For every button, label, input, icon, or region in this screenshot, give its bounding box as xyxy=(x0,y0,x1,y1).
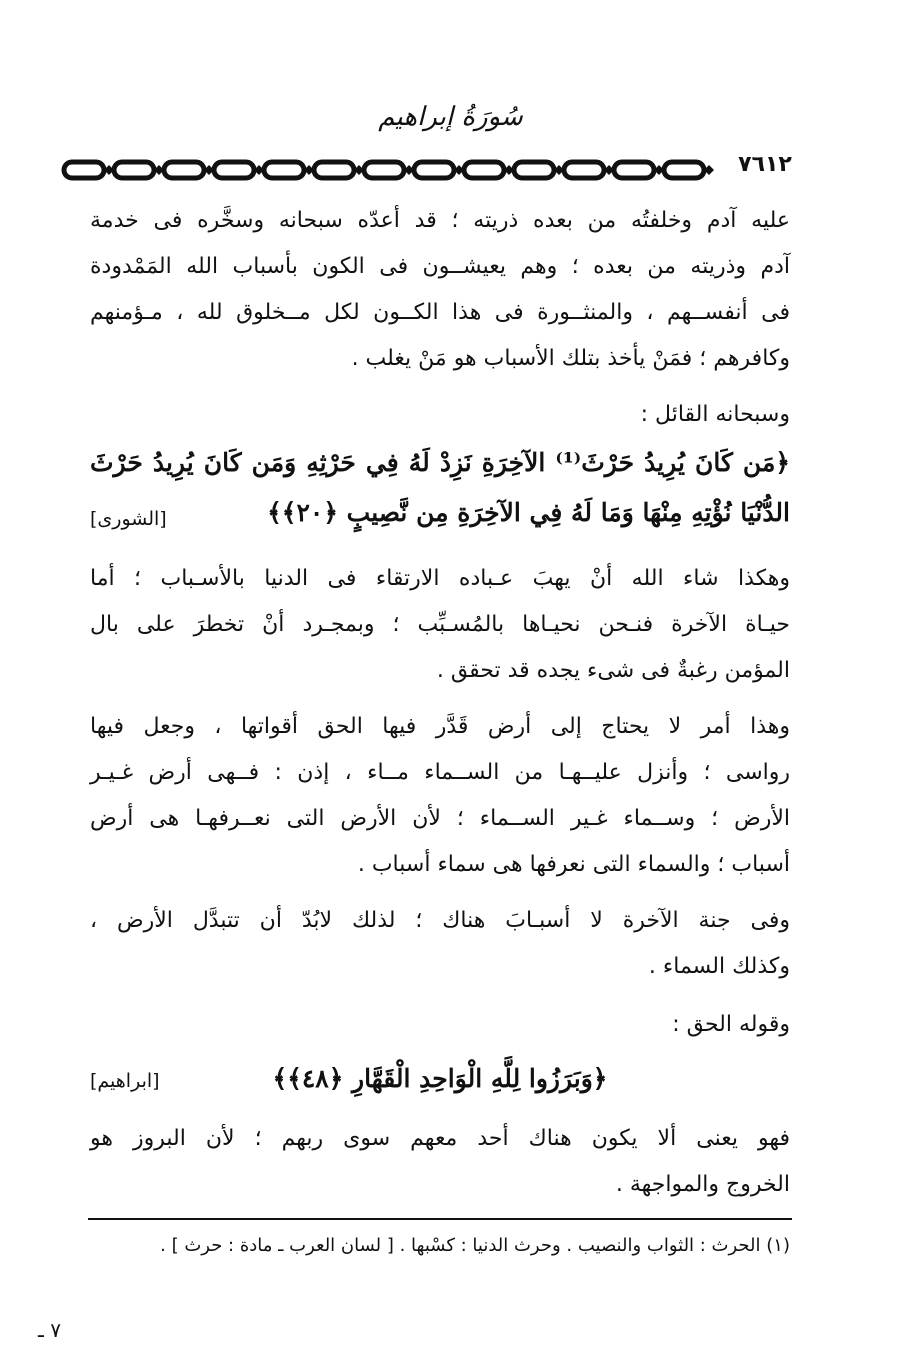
page-mark: ٧ ـ xyxy=(38,1318,61,1342)
text-line: فى أنفســهم ، والمنثــورة فى هذا الكــون لكل مــخلوق لله ، مـؤمنهم xyxy=(90,300,790,325)
text-line: فهو يعنى ألا يكون هناك أحد معهم سوى ربهم ؛ لأن البروز هو xyxy=(90,1126,790,1151)
chain-link xyxy=(164,162,204,178)
chain-link xyxy=(414,162,454,178)
text-line: وكافرهم ؛ فمَنْ يأخذ بتلك الأسباب هو مَنْ يغلب . xyxy=(351,346,790,371)
text-line: وكذلك السماء . xyxy=(648,954,790,979)
text-line: أسباب ؛ والسماء التى نعرفها هى سماء أسباب . xyxy=(357,852,790,877)
footnote: (١) الحرث : الثواب والنصيب . وحرث الدنيا : كسْبها . [ لسان العرب ـ مادة : حرث ] . xyxy=(160,1235,790,1256)
chain-border-icon xyxy=(60,150,720,190)
text-line: عليه آدم وخلفتُه من بعده ذريته ؛ قد أعدّه سبحانه وسخَّره فى خدمة xyxy=(90,208,790,233)
chain-link xyxy=(514,162,554,178)
text-line: المؤمن رغبةٌ فى شىء يجده قد تحقق . xyxy=(436,658,790,683)
chain-link xyxy=(664,162,704,178)
text-line: حيـاة الآخرة فنـحن نحيـاها بالمُسـبِّب ؛ وبمجـرد أنْ تخطرَ على بال xyxy=(90,612,790,637)
quran-verse-line: الدُّنْيَا نُؤْتِهِ مِنْهَا وَمَا لَهُ فِي الآخِرَةِ مِن نَّصِيبٍ ﴿٢٠﴾﴾ xyxy=(267,498,790,527)
chain-link xyxy=(364,162,404,178)
text-line: الأرض ؛ وســماء غـير الســماء ؛ لأن الأرض التى نعــرفهـا هى أرض xyxy=(90,806,790,831)
quran-verse-line: ﴿مَن كَانَ يُرِيدُ حَرْثَ⁽¹⁾ الآخِرَةِ نَزِدْ لَهُ فِي حَرْثِهِ وَمَن كَانَ يُرِيدُ حَرْثَ xyxy=(90,448,790,477)
surah-title: سُورَةُ إبراهيم xyxy=(378,102,523,132)
chain-link xyxy=(214,162,254,178)
quran-verse-line: ﴿وَبَرَزُوا لِلَّهِ الْوَاحِدِ الْقَهَّارِ ﴿٤٨﴾﴾ xyxy=(272,1064,608,1093)
text-line: رواسى ؛ وأنزل عليــهـا من الســماء مــاء ، إذن : فــهى أرض غـيـر xyxy=(90,760,790,785)
text-line: وسبحانه القائل : xyxy=(640,402,790,427)
footnote-divider xyxy=(88,1218,792,1220)
chain-link xyxy=(464,162,504,178)
text-line: وهكذا شاء الله أنْ يهبَ عـباده الارتقاء فى الدنيا بالأسـباب ؛ أما xyxy=(90,566,790,591)
chain-link xyxy=(264,162,304,178)
header-ornament xyxy=(60,150,840,190)
chain-link xyxy=(314,162,354,178)
text-line: وقوله الحق : xyxy=(672,1012,790,1037)
text-line: آدم وذريته من بعده ؛ وهم يعيشــون فى الكون بأسباب الله المَمْدودة xyxy=(90,254,790,279)
text-line: وهذا أمر لا يحتاج إلى أرض قَدَّر فيها الحق أقواتها ، وجعل فيها xyxy=(90,714,790,739)
chain-link xyxy=(564,162,604,178)
chain-link xyxy=(114,162,154,178)
text-line: الخروج والمواجهة . xyxy=(615,1172,790,1197)
page-number: ٧٦١٢ xyxy=(738,152,792,177)
verse-reference-ibrahim: [ابراهيم] xyxy=(90,1070,160,1092)
text-line: وفى جنة الآخرة لا أسبـابَ هناك ؛ لذلك لابُدّ أن تتبدَّل الأرض ، xyxy=(90,908,790,933)
chain-link xyxy=(614,162,654,178)
chain-link xyxy=(64,162,104,178)
verse-reference-shura: [الشورى] xyxy=(90,508,167,530)
